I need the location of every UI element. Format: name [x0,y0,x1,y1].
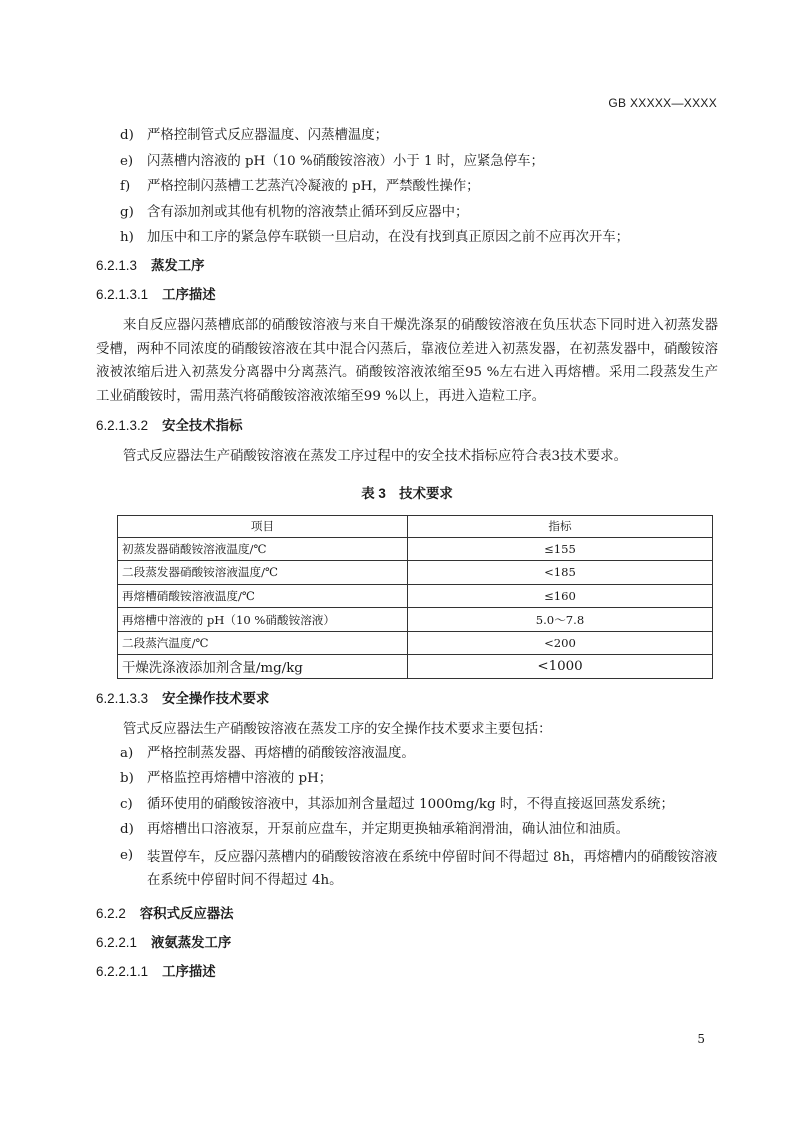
list-item [96,769,718,789]
column-header-index: 指标 [408,515,713,537]
table-cell-item: 初蒸发器硝酸铵溶液温度/℃ [118,537,408,561]
list-bottom [96,744,718,892]
table-cell-item: 二段蒸汽温度/℃ [118,631,408,655]
list-text: 循环使用的硝酸铵溶液中，其添加剂含量超过 1000mg/kg 时，不得直接返回蒸发系统； [147,796,674,812]
section-title: 工序描述 [162,287,216,302]
list-text: 闪蒸槽内溶液的 pH（10 %硝酸铵溶液）小于 1 时，应紧急停车； [147,153,544,169]
section-title: 液氨蒸发工序 [150,934,232,950]
list-label: e) [120,153,134,169]
list-label: b) [120,771,134,787]
table-cell-item: 再熔槽硝酸铵溶液温度/℃ [118,584,408,608]
list-item [96,820,718,840]
list-item [96,744,718,764]
list-label: d) [120,128,134,143]
list-text: 严格控制蒸发器、再熔槽的硝酸铵溶液温度。 [147,745,415,761]
table-cell-item: 二段蒸发器硝酸铵溶液温度/℃ [118,561,408,585]
table-row [118,655,713,679]
list-text: 严格控制闪蒸槽工艺蒸汽冷凝液的 pH，严禁酸性操作； [147,179,480,194]
list-item [96,203,718,223]
list-text: 装置停车，反应器闪蒸槽内的硝酸铵溶液在系统中停留时间不得超过 8h，再熔槽内的硝酸铵溶液在系统中停留时间不得超过 4h。 [147,849,718,888]
list-item [96,795,718,815]
table-row [118,561,713,585]
document-code: GB XXXXX—XXXX [608,96,717,110]
section-number: 6.2.1.3.2 [96,418,149,433]
section-title: 安全操作技术要求 [162,691,270,707]
list-item [96,177,718,197]
table-cell-item: 再熔槽中溶液的 pH（10 %硝酸铵溶液） [118,608,408,632]
section-heading-6221 [96,933,718,953]
safety-operation-paragraph: 管式反应器法生产硝酸铵溶液在蒸发工序的安全操作技术要求主要包括： [123,722,552,738]
list-label: c) [120,796,133,812]
table-cell-value: ≤155 [408,537,713,561]
table-row [118,584,713,608]
section-number: 6.2.2.1.1 [96,963,149,979]
list-item [96,126,718,146]
table-cell-item: 干燥洗涤液添加剂含量/mg/kg [118,655,408,679]
table-cell-value: ≤160 [408,584,713,608]
section-number: 6.2.2 [96,905,126,921]
list-item [96,152,718,172]
list-label: h) [120,230,134,245]
list-label: d) [120,822,134,838]
table-row [118,537,713,561]
list-text: 加压中和工序的紧急停车联锁一旦启动，在没有找到真正原因之前不应再次开车； [147,230,630,245]
column-header-item: 项目 [118,515,408,537]
table-caption: 表 3 技术要求 [361,485,453,501]
list-text: 含有添加剂或其他有机物的溶液禁止循环到反应器中； [147,204,469,220]
technical-requirements-table [117,515,713,680]
list-label: e) [120,847,134,863]
section-title: 蒸发工序 [150,258,205,273]
list-text: 严格监控再熔槽中溶液的 pH； [147,771,333,787]
section-heading-62132 [96,416,718,436]
list-item [96,846,718,892]
list-text: 严格控制管式反应器温度、闪蒸槽温度； [147,128,389,143]
section-heading-62131 [96,285,718,305]
section-title: 工序描述 [162,963,216,979]
list-label: g) [120,204,134,220]
table-row [118,608,713,632]
section-number: 6.2.1.3.3 [96,691,149,707]
safety-index-paragraph: 管式反应器法生产硝酸铵溶液在蒸发工序过程中的安全技术指标应符合表3技术要求。 [123,449,627,464]
list-label: f) [120,179,131,194]
table-cell-value: 5.0～7.8 [408,608,713,632]
table-cell-value: <200 [408,631,713,655]
table-row [118,631,713,655]
process-description-paragraph: 来自反应器闪蒸槽底部的硝酸铵溶液与来自干燥洗涤泵的硝酸铵溶液在负压状态下同时进入初蒸发器受槽，两种不同浓度的硝酸铵溶液在其中混合闪蒸后，靠液位差进入初蒸发器，在初蒸发器中，硝酸铵溶液被浓缩后进入初蒸发分离器中分离蒸汽。硝酸铵溶液浓缩至95 %左右进入再熔槽。采用二段蒸发生产工业硝酸铵时，需用蒸汽将硝酸铵溶液浓缩至99 %以上，再进入造粒工序。 [96,318,718,404]
table-cell-value: <1000 [408,655,713,679]
page-content [96,126,718,991]
section-heading-62133 [96,689,718,709]
list-text: 再熔槽出口溶液泵，开泵前应盘车，并定期更换轴承箱润滑油，确认油位和油质。 [147,822,630,838]
list-label: a) [120,745,134,761]
section-heading-622 [96,904,718,924]
section-title: 安全技术指标 [162,418,243,433]
section-number: 6.2.2.1 [96,934,137,950]
table-header-row [118,515,713,537]
section-heading-6213 [96,256,718,276]
list-top [96,126,718,248]
page-number: 5 [697,1032,705,1046]
table-cell-value: <185 [408,561,713,585]
section-title: 容积式反应器法 [139,905,234,921]
section-number: 6.2.1.3 [96,258,137,273]
section-number: 6.2.1.3.1 [96,287,149,302]
list-item [96,228,718,248]
section-heading-62211 [96,962,718,982]
